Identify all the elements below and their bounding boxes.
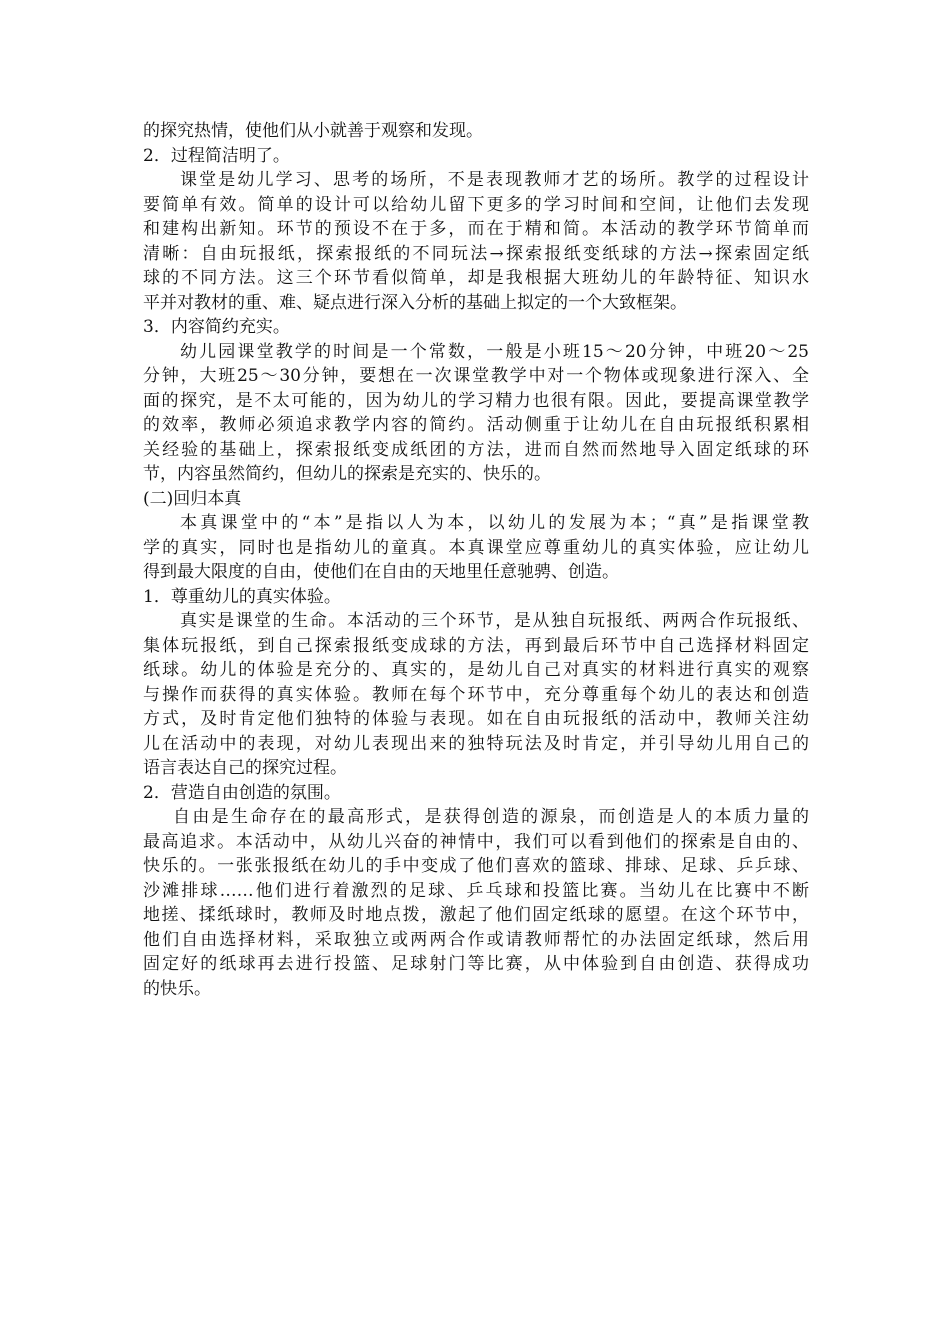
text-line: 的快乐。 (143, 978, 211, 999)
section-heading: 2．过程简洁明了。 (143, 145, 290, 166)
text-line: 纸球。幼儿的体验是充分的、真实的，是幼儿自己对真实的材料进行真实的观察 (143, 660, 809, 680)
text-line: 要简单有效。简单的设计可以给幼儿留下更多的学习时间和空间，让他们去发现 (143, 194, 809, 215)
text-line: 集体玩报纸，到自己探索报纸变成球的方法，再到最后环节中自己选择材料固定 (143, 635, 809, 656)
text-line: 儿在活动中的表现，对幼儿表现出来的独特玩法及时肯定，并引导幼儿用自己的 (143, 733, 809, 754)
text-line: 最高追求。本活动中，从幼儿兴奋的神情中，我们可以看到他们的探索是自由的、 (143, 831, 809, 852)
text-line: 学的真实，同时也是指幼儿的童真。本真课堂应尊重幼儿的真实体验，应让幼儿 (143, 537, 809, 558)
text-line: 地搓、揉纸球时，教师及时地点拨，激起了他们固定纸球的愿望。在这个环节中， (143, 905, 809, 925)
text-line: 面的探究，是不太可能的，因为幼儿的学习精力也很有限。因此，要提高课堂教学 (143, 390, 809, 411)
text-line: 清晰：自由玩报纸，探索报纸的不同玩法→探索报纸变纸球的方法→探索固定纸 (143, 243, 809, 264)
text-line: 语言表达自己的探究过程。 (143, 758, 347, 778)
text-line: 和建构出新知。环节的预设不在于多，而在于精和简。本活动的教学环节简单而 (143, 219, 809, 239)
text-line: 与操作而获得的真实体验。教师在每个环节中，充分尊重每个幼儿的表达和创造 (143, 684, 809, 705)
text-line: 节，内容虽然简约，但幼儿的探索是充实的、快乐的。 (143, 464, 551, 484)
document-body (143, 119, 809, 1001)
text-line: 幼儿园课堂教学的时间是一个常数，一般是小班15～20分钟，中班20～25 (180, 341, 809, 362)
section-heading: 3．内容简约充实。 (143, 317, 290, 337)
text-line: 方式，及时肯定他们独特的体验与表现。如在自由玩报纸的活动中，教师关注幼 (143, 709, 809, 729)
text-line: 他们自由选择材料，采取独立或两两合作或请教师帮忙的办法固定纸球，然后用 (143, 929, 809, 950)
text-line: 固定好的纸球再去进行投篮、足球射门等比赛，从中体验到自由创造、获得成功 (143, 954, 809, 974)
section-heading: (二)回归本真 (143, 488, 242, 509)
text-line: 快乐的。一张张报纸在幼儿的手中变成了他们喜欢的篮球、排球、足球、乒乒球、 (143, 856, 809, 876)
text-line: 课堂是幼儿学习、思考的场所，不是表现教师才艺的场所。教学的过程设计 (180, 170, 809, 190)
text-line: 关经验的基础上，探索报纸变成纸团的方法，进而自然而然地导入固定纸球的环 (143, 439, 809, 460)
text-line: 自由是生命存在的最高形式，是获得创造的源泉，而创造是人的本质力量的 (173, 807, 809, 827)
text-line: 本真课堂中的“本”是指以人为本，以幼儿的发展为本；“真”是指课堂教 (180, 513, 809, 533)
section-heading: 1．尊重幼儿的真实体验。 (143, 586, 341, 607)
text-line: 真实是课堂的生命。本活动的三个环节，是从独自玩报纸、两两合作玩报纸、 (180, 611, 809, 631)
text-line: 沙滩排球……他们进行着激烈的足球、乒乓球和投篮比赛。当幼儿在比赛中不断 (143, 880, 809, 901)
text-line: 的效率，教师必须追求教学内容的简约。活动侧重于让幼儿在自由玩报纸积累相 (143, 415, 809, 435)
text-line: 分钟，大班25～30分钟，要想在一次课堂教学中对一个物体或现象进行深入、全 (143, 366, 809, 386)
text-line: 的探究热情，使他们从小就善于观察和发现。 (143, 121, 483, 141)
section-heading: 2．营造自由创造的氛围。 (143, 782, 341, 803)
text-line: 平并对教材的重、难、疑点进行深入分析的基础上拟定的一个大致框架。 (143, 292, 687, 313)
text-line: 球的不同方法。这三个环节看似简单，却是我根据大班幼儿的年龄特征、知识水 (143, 268, 809, 288)
text-line: 得到最大限度的自由，使他们在自由的天地里任意驰骋、创造。 (143, 562, 619, 582)
